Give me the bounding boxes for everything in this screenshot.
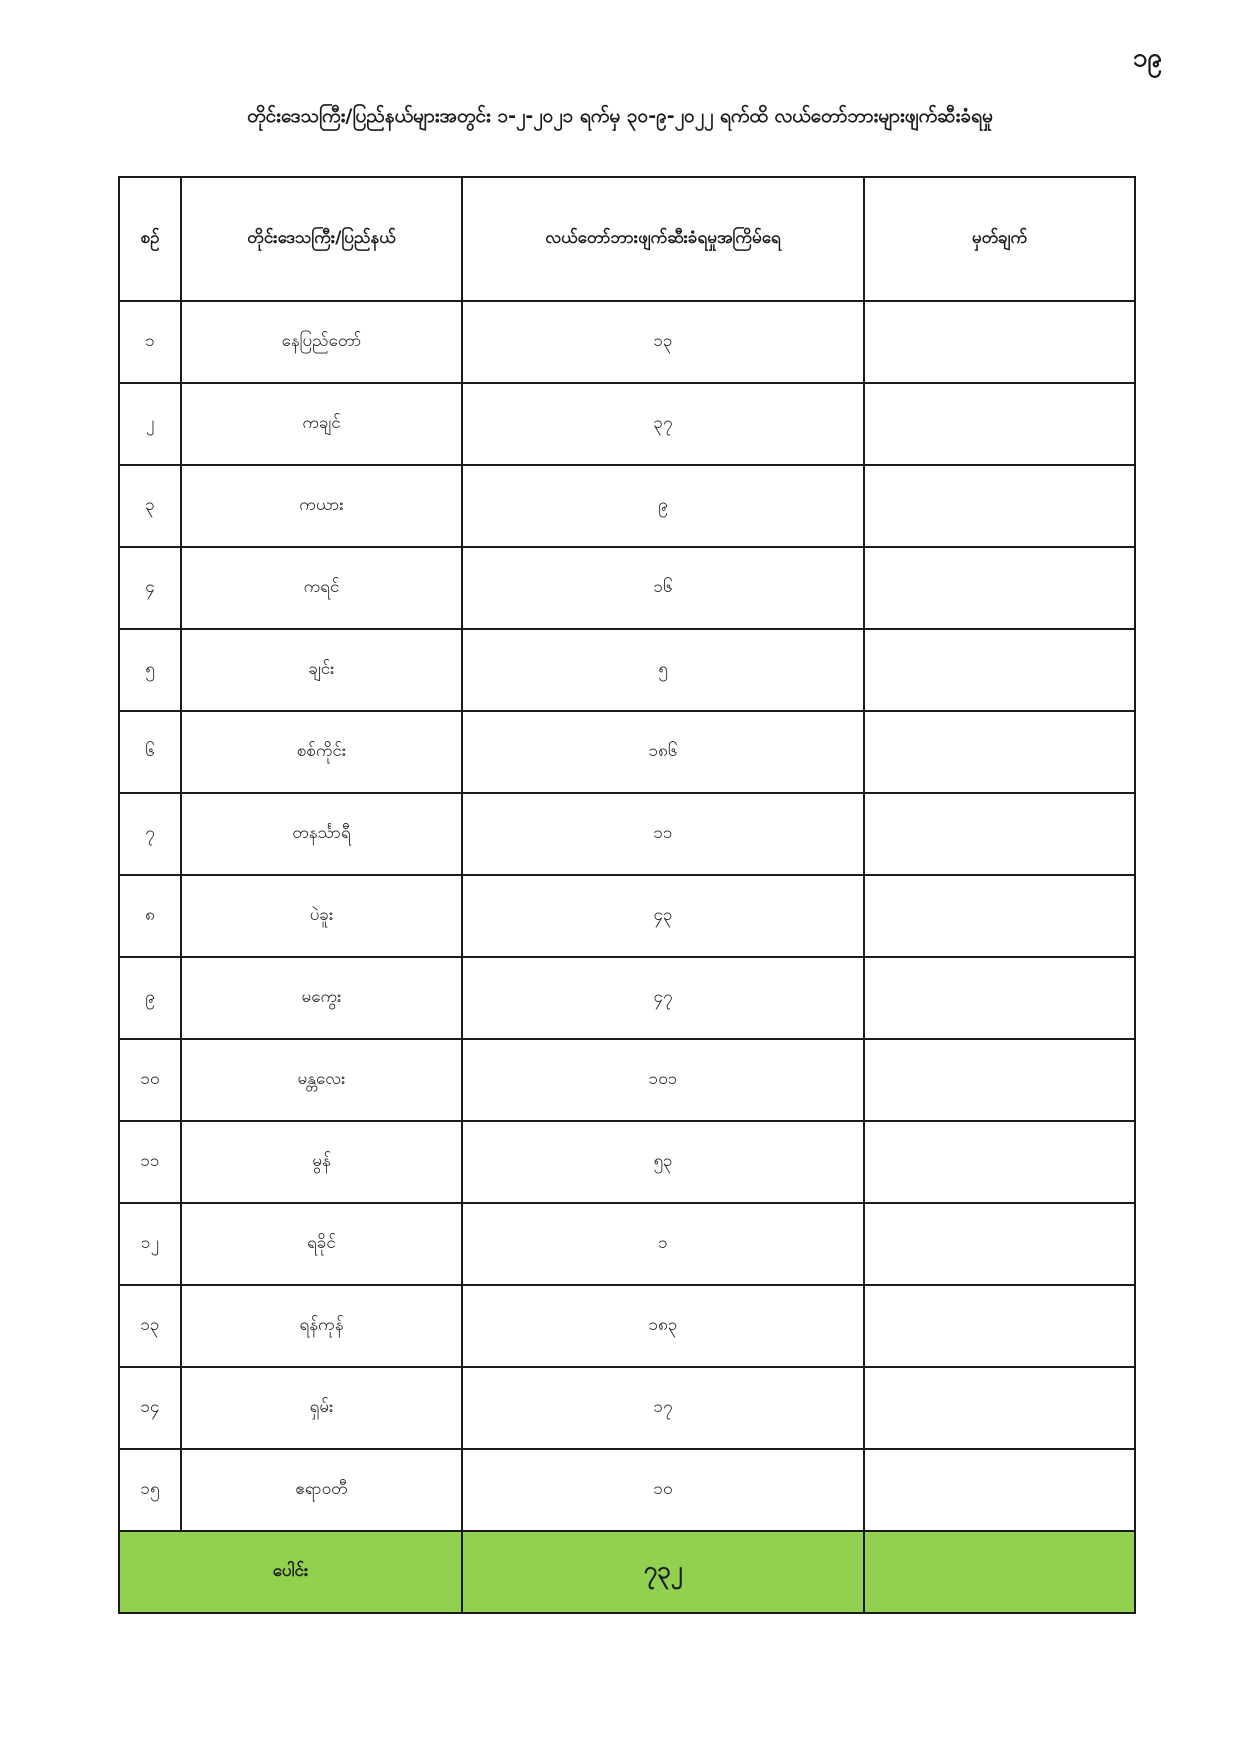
header-serial: စဉ် bbox=[119, 177, 181, 301]
cell-serial: ၅ bbox=[119, 629, 181, 711]
cell-count: ၁၁ bbox=[462, 793, 864, 875]
table-row bbox=[119, 957, 1135, 1039]
cell-serial: ၁၂ bbox=[119, 1203, 181, 1285]
cell-remark bbox=[864, 1367, 1135, 1449]
cell-remark bbox=[864, 547, 1135, 629]
cell-count: ၅ bbox=[462, 629, 864, 711]
total-value: ၇၃၂ bbox=[462, 1531, 864, 1613]
cell-region: ချင်း bbox=[181, 629, 462, 711]
cell-region: မကွေး bbox=[181, 957, 462, 1039]
cell-remark bbox=[864, 957, 1135, 1039]
cell-remark bbox=[864, 875, 1135, 957]
cell-count: ၄၃ bbox=[462, 875, 864, 957]
cell-remark bbox=[864, 1121, 1135, 1203]
cell-region: ဧရာဝတီ bbox=[181, 1449, 462, 1531]
cell-region: စစ်ကိုင်း bbox=[181, 711, 462, 793]
cell-remark bbox=[864, 465, 1135, 547]
cell-count: ၁၈၃ bbox=[462, 1285, 864, 1367]
cell-count: ၁၇ bbox=[462, 1367, 864, 1449]
total-row bbox=[119, 1531, 1135, 1613]
cell-remark bbox=[864, 629, 1135, 711]
cell-serial: ၁၀ bbox=[119, 1039, 181, 1121]
table-row bbox=[119, 301, 1135, 383]
cell-region: မန္တလေး bbox=[181, 1039, 462, 1121]
table-row bbox=[119, 547, 1135, 629]
cell-serial: ၁၁ bbox=[119, 1121, 181, 1203]
table-row bbox=[119, 793, 1135, 875]
cell-remark bbox=[864, 383, 1135, 465]
cell-count: ၅၃ bbox=[462, 1121, 864, 1203]
cell-region: ရှမ်း bbox=[181, 1367, 462, 1449]
cell-serial: ၉ bbox=[119, 957, 181, 1039]
cell-remark bbox=[864, 1285, 1135, 1367]
cell-region: ကချင် bbox=[181, 383, 462, 465]
cell-count: ၁ bbox=[462, 1203, 864, 1285]
cell-remark bbox=[864, 1203, 1135, 1285]
cell-count: ၁၆ bbox=[462, 547, 864, 629]
cell-serial: ၄ bbox=[119, 547, 181, 629]
cell-serial: ၆ bbox=[119, 711, 181, 793]
cell-count: ၃၇ bbox=[462, 383, 864, 465]
cell-remark bbox=[864, 1449, 1135, 1531]
cell-serial: ၂ bbox=[119, 383, 181, 465]
page-number: ၁၉ bbox=[1132, 43, 1162, 73]
cell-serial: ၈ bbox=[119, 875, 181, 957]
cell-region: ရန်ကုန် bbox=[181, 1285, 462, 1367]
table-row bbox=[119, 1285, 1135, 1367]
header-region: တိုင်းဒေသကြီး/ပြည်နယ် bbox=[181, 177, 462, 301]
table-row bbox=[119, 875, 1135, 957]
cell-region: ကရင် bbox=[181, 547, 462, 629]
cell-serial: ၁၄ bbox=[119, 1367, 181, 1449]
cell-remark bbox=[864, 711, 1135, 793]
total-label: ပေါင်း bbox=[119, 1531, 462, 1613]
cell-remark bbox=[864, 793, 1135, 875]
page-title: တိုင်းဒေသကြီး/ပြည်နယ်များအတွင်း ၁-၂-၂၀၂၁ ရက်မှ ၃၀-၉-၂၀၂၂ ရက်ထိ လယ်တော်ဘားများဖျက်ဆီးခံရမှု bbox=[247, 105, 993, 127]
cell-serial: ၁ bbox=[119, 301, 181, 383]
cell-serial: ၁၅ bbox=[119, 1449, 181, 1531]
cell-region: တနင်္သာရီ bbox=[181, 793, 462, 875]
cell-count: ၉ bbox=[462, 465, 864, 547]
cell-serial: ၃ bbox=[119, 465, 181, 547]
cell-count: ၁၃ bbox=[462, 301, 864, 383]
cell-region: ရခိုင် bbox=[181, 1203, 462, 1285]
cell-count: ၁၀ bbox=[462, 1449, 864, 1531]
table-row bbox=[119, 1367, 1135, 1449]
header-remark: မှတ်ချက် bbox=[864, 177, 1135, 301]
cell-count: ၄၇ bbox=[462, 957, 864, 1039]
cell-remark bbox=[864, 1039, 1135, 1121]
cell-region: နေပြည်တော် bbox=[181, 301, 462, 383]
cell-serial: ၁၃ bbox=[119, 1285, 181, 1367]
table-row bbox=[119, 1203, 1135, 1285]
cell-count: ၁၈၆ bbox=[462, 711, 864, 793]
table-row bbox=[119, 465, 1135, 547]
total-remark bbox=[864, 1531, 1135, 1613]
table-row bbox=[119, 1449, 1135, 1531]
table-row bbox=[119, 711, 1135, 793]
table-row bbox=[119, 383, 1135, 465]
cell-region: မွန် bbox=[181, 1121, 462, 1203]
region-table bbox=[118, 176, 1136, 1614]
cell-region: ပဲခူး bbox=[181, 875, 462, 957]
table-row bbox=[119, 629, 1135, 711]
table-row bbox=[119, 1039, 1135, 1121]
cell-serial: ၇ bbox=[119, 793, 181, 875]
table-header-row bbox=[119, 177, 1135, 301]
cell-remark bbox=[864, 301, 1135, 383]
cell-region: ကယား bbox=[181, 465, 462, 547]
table-row bbox=[119, 1121, 1135, 1203]
cell-count: ၁၀၁ bbox=[462, 1039, 864, 1121]
header-count: လယ်တော်ဘားဖျက်ဆီးခံရမှုအကြိမ်ရေ bbox=[462, 177, 864, 301]
